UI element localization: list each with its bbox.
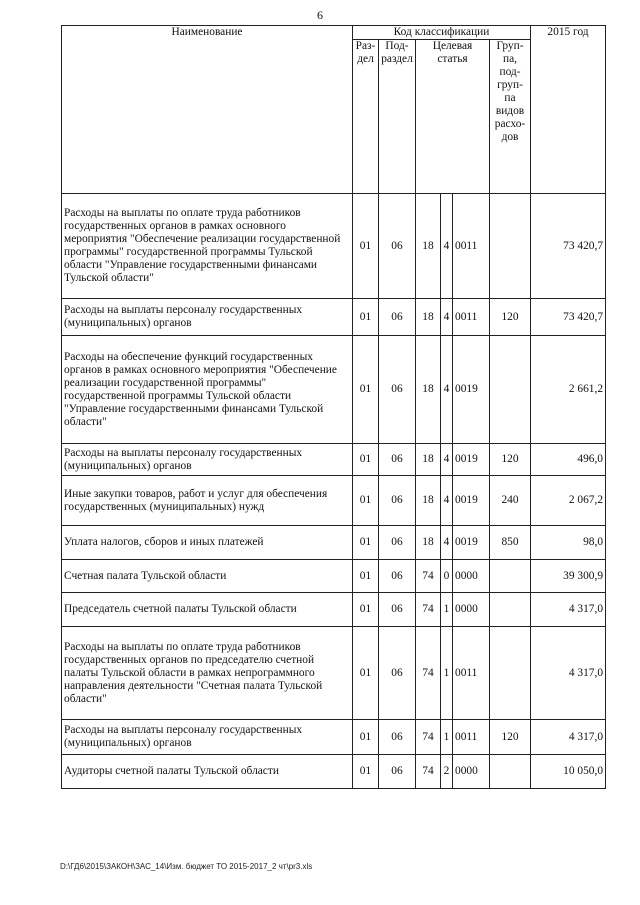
row-target-2: 4 (441, 194, 453, 299)
row-target-2: 4 (441, 526, 453, 560)
row-amount: 2 661,2 (531, 336, 606, 444)
row-target-1: 74 (416, 627, 441, 720)
table-row (62, 593, 606, 627)
header-podrazdel (379, 40, 416, 194)
row-target-2: 1 (441, 627, 453, 720)
header-year: 2015 год (531, 26, 606, 194)
row-target-2: 2 (441, 755, 453, 789)
row-target-3: 0000 (453, 593, 490, 627)
row-target-2: 4 (441, 476, 453, 526)
table-row (62, 476, 606, 526)
row-podrazdel: 06 (379, 593, 416, 627)
header-razdel (353, 40, 379, 194)
row-name: Расходы на выплаты по оплате труда работников государственных органов в рамках основного мероприятия "Обеспечение реализации государственной программы" государственной программы Тульской области "Управление государственными финансами Тульской области" (62, 194, 353, 299)
row-podrazdel: 06 (379, 720, 416, 755)
header-target-article (416, 40, 490, 194)
row-target-3: 0019 (453, 526, 490, 560)
row-podrazdel: 06 (379, 299, 416, 336)
row-razdel: 01 (353, 476, 379, 526)
row-name: Расходы на выплаты персоналу государственных (муниципальных) органов (62, 444, 353, 476)
row-amount: 2 067,2 (531, 476, 606, 526)
row-amount: 4 317,0 (531, 627, 606, 720)
row-group: 120 (490, 720, 531, 755)
row-podrazdel: 06 (379, 444, 416, 476)
header-podrazdel-text: Под- раздел (381, 40, 413, 65)
header-expense-group-text: Груп- па, под- груп- па видов расхо- дов (494, 40, 526, 143)
table-row (62, 755, 606, 789)
row-name: Расходы на обеспечение функций государственных органов в рамках основного мероприятия "Обеспечение реализации государственной программы" государственной программы Тульской области "Управление государственными финансами Тульской области" (62, 336, 353, 444)
table-row (62, 336, 606, 444)
row-group (490, 593, 531, 627)
row-target-1: 74 (416, 593, 441, 627)
footer-file-path: D:\ГД6\2015\ЗАКОН\ЗАС_14\Изм. бюджет ТО 2015-2017_2 чт\pr3.xls (60, 862, 313, 871)
row-target-3: 0000 (453, 755, 490, 789)
row-group (490, 560, 531, 593)
row-razdel: 01 (353, 593, 379, 627)
row-target-3: 0011 (453, 720, 490, 755)
row-name: Расходы на выплаты по оплате труда работников государственных органов по председателю счетной палаты Тульской области в рамках непрограммного направления деятельности "Счетная палата Тульской области" (62, 627, 353, 720)
row-amount: 73 420,7 (531, 299, 606, 336)
row-razdel: 01 (353, 336, 379, 444)
row-razdel: 01 (353, 560, 379, 593)
row-target-1: 74 (416, 560, 441, 593)
row-podrazdel: 06 (379, 560, 416, 593)
row-group (490, 336, 531, 444)
row-name: Председатель счетной палаты Тульской области (62, 593, 353, 627)
row-target-1: 74 (416, 755, 441, 789)
row-amount: 98,0 (531, 526, 606, 560)
row-razdel: 01 (353, 627, 379, 720)
row-target-2: 1 (441, 720, 453, 755)
row-group (490, 194, 531, 299)
header-expense-group (490, 40, 531, 194)
row-target-1: 18 (416, 194, 441, 299)
row-target-3: 0011 (453, 194, 490, 299)
row-target-2: 4 (441, 299, 453, 336)
row-target-3: 0011 (453, 299, 490, 336)
table-row (62, 720, 606, 755)
row-target-1: 18 (416, 476, 441, 526)
row-amount: 10 050,0 (531, 755, 606, 789)
row-target-3: 0000 (453, 560, 490, 593)
row-podrazdel: 06 (379, 476, 416, 526)
row-name: Иные закупки товаров, работ и услуг для обеспечения государственных (муниципальных) нужд (62, 476, 353, 526)
row-target-3: 0011 (453, 627, 490, 720)
row-target-3: 0019 (453, 336, 490, 444)
row-amount: 73 420,7 (531, 194, 606, 299)
row-amount: 4 317,0 (531, 720, 606, 755)
row-name: Расходы на выплаты персоналу государственных (муниципальных) органов (62, 299, 353, 336)
row-target-1: 18 (416, 526, 441, 560)
row-razdel: 01 (353, 299, 379, 336)
row-amount: 496,0 (531, 444, 606, 476)
row-razdel: 01 (353, 720, 379, 755)
row-razdel: 01 (353, 444, 379, 476)
page-number: 6 (317, 8, 323, 22)
budget-table (61, 25, 606, 789)
header-razdel-text: Раз- дел (355, 40, 376, 65)
row-group (490, 627, 531, 720)
row-group: 240 (490, 476, 531, 526)
row-amount: 4 317,0 (531, 593, 606, 627)
table-row (62, 444, 606, 476)
row-podrazdel: 06 (379, 526, 416, 560)
row-name: Счетная палата Тульской области (62, 560, 353, 593)
table-row (62, 299, 606, 336)
row-target-1: 18 (416, 336, 441, 444)
row-podrazdel: 06 (379, 336, 416, 444)
header-code-classification: Код классификации (353, 26, 531, 40)
row-target-1: 18 (416, 444, 441, 476)
table-row (62, 627, 606, 720)
row-razdel: 01 (353, 526, 379, 560)
row-podrazdel: 06 (379, 194, 416, 299)
row-group: 850 (490, 526, 531, 560)
row-target-3: 0019 (453, 444, 490, 476)
row-podrazdel: 06 (379, 627, 416, 720)
row-target-1: 18 (416, 299, 441, 336)
row-target-2: 1 (441, 593, 453, 627)
row-target-2: 4 (441, 444, 453, 476)
row-razdel: 01 (353, 755, 379, 789)
table-row (62, 526, 606, 560)
row-target-1: 74 (416, 720, 441, 755)
row-group (490, 755, 531, 789)
row-target-2: 0 (441, 560, 453, 593)
table-row (62, 560, 606, 593)
header-target-article-text: Целевая статья (432, 40, 473, 65)
row-group: 120 (490, 444, 531, 476)
row-target-3: 0019 (453, 476, 490, 526)
row-razdel: 01 (353, 194, 379, 299)
table-row (62, 194, 606, 299)
row-target-2: 4 (441, 336, 453, 444)
header-name: Наименование (62, 26, 353, 194)
row-podrazdel: 06 (379, 755, 416, 789)
row-group: 120 (490, 299, 531, 336)
row-amount: 39 300,9 (531, 560, 606, 593)
table-body (62, 194, 606, 789)
row-name: Уплата налогов, сборов и иных платежей (62, 526, 353, 560)
row-name: Аудиторы счетной палаты Тульской области (62, 755, 353, 789)
row-name: Расходы на выплаты персоналу государственных (муниципальных) органов (62, 720, 353, 755)
